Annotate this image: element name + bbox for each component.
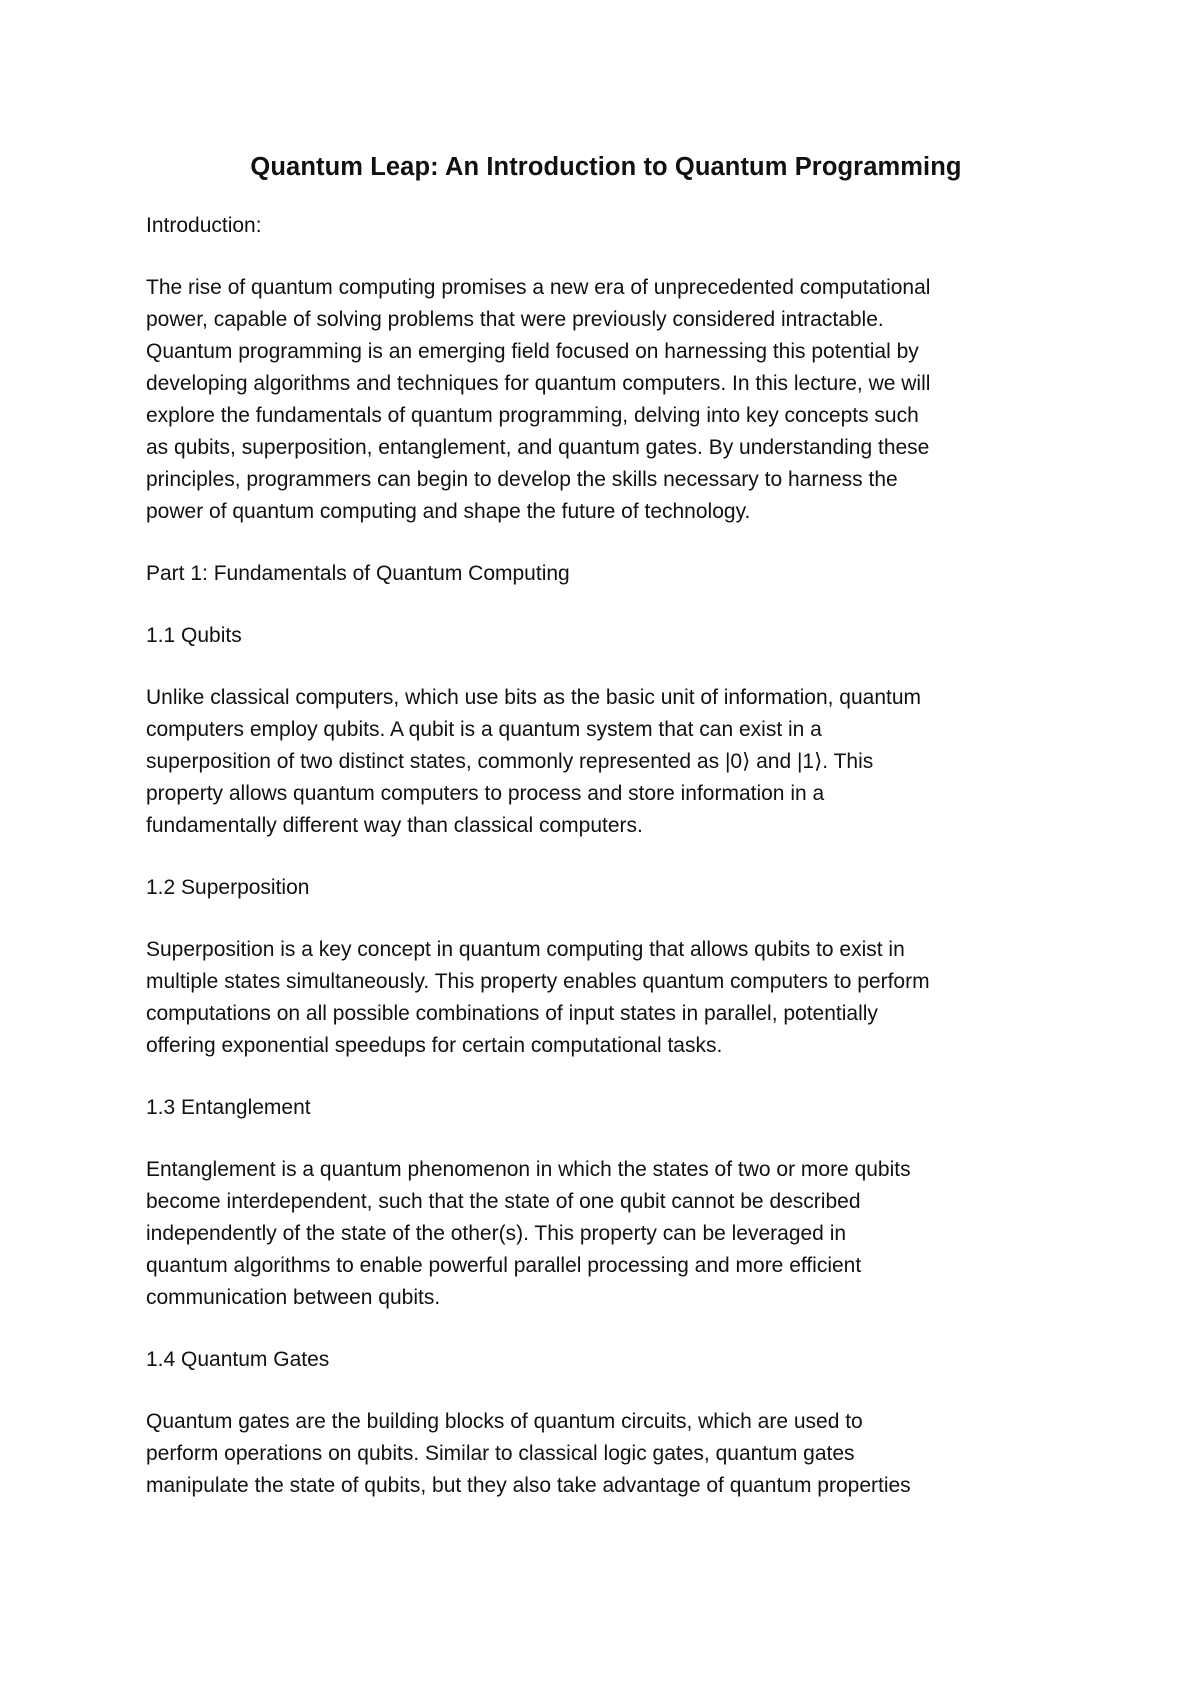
paragraph-line: manipulate the state of qubits, but they also take advantage of quantum properties xyxy=(146,1474,911,1497)
paragraph-line: become interdependent, such that the state of one qubit cannot be described xyxy=(146,1190,861,1213)
part1-heading: Part 1: Fundamentals of Quantum Computing xyxy=(146,562,570,585)
paragraph-line: multiple states simultaneously. This property enables quantum computers to perform xyxy=(146,970,930,993)
document-body xyxy=(146,150,1066,1532)
section-1-1-heading: 1.1 Qubits xyxy=(146,624,242,647)
paragraph-line: fundamentally different way than classical computers. xyxy=(146,814,643,837)
section-1-4-heading: 1.4 Quantum Gates xyxy=(146,1348,330,1371)
paragraph-line: Quantum gates are the building blocks of quantum circuits, which are used to xyxy=(146,1410,863,1433)
paragraph-line: Unlike classical computers, which use bits as the basic unit of information, quantum xyxy=(146,686,922,709)
paragraph-line: power, capable of solving problems that were previously considered intractable. xyxy=(146,308,884,331)
paragraph-line: quantum algorithms to enable powerful parallel processing and more efficient xyxy=(146,1254,862,1277)
paragraph-line: property allows quantum computers to process and store information in a xyxy=(146,782,825,805)
paragraph-line: developing algorithms and techniques for quantum computers. In this lecture, we will xyxy=(146,372,931,395)
section-1-1-paragraph xyxy=(146,682,1066,842)
intro-label: Introduction: xyxy=(146,214,262,237)
paragraph-line: offering exponential speedups for certain computational tasks. xyxy=(146,1034,723,1057)
paragraph-line: as qubits, superposition, entanglement, and quantum gates. By understanding these xyxy=(146,436,930,459)
section-1-2-paragraph xyxy=(146,934,1066,1062)
section-1-3-paragraph xyxy=(146,1154,1066,1314)
paragraph-line: communication between qubits. xyxy=(146,1286,441,1309)
paragraph-line: computers employ qubits. A qubit is a quantum system that can exist in a xyxy=(146,718,822,741)
document-title: Quantum Leap: An Introduction to Quantum Programming xyxy=(250,153,962,181)
intro-paragraph xyxy=(146,272,1066,528)
paragraph-line: power of quantum computing and shape the future of technology. xyxy=(146,500,751,523)
section-1-2-heading: 1.2 Superposition xyxy=(146,876,310,899)
paragraph-line: The rise of quantum computing promises a new era of unprecedented computational xyxy=(146,276,931,299)
paragraph-line: independently of the state of the other(s). This property can be leveraged in xyxy=(146,1222,847,1245)
paragraph-line: Quantum programming is an emerging field focused on harnessing this potential by xyxy=(146,340,919,363)
paragraph-line: Entanglement is a quantum phenomenon in which the states of two or more qubits xyxy=(146,1158,911,1181)
paragraph-line: principles, programmers can begin to develop the skills necessary to harness the xyxy=(146,468,898,491)
paragraph-line: superposition of two distinct states, commonly represented as |0⟩ and |1⟩. This xyxy=(146,750,874,773)
paragraph-line: computations on all possible combinations of input states in parallel, potentially xyxy=(146,1002,878,1025)
paragraph-line: explore the fundamentals of quantum programming, delving into key concepts such xyxy=(146,404,919,427)
section-1-3-heading: 1.3 Entanglement xyxy=(146,1096,311,1119)
section-1-4-paragraph xyxy=(146,1406,1066,1502)
paragraph-line: Superposition is a key concept in quantum computing that allows qubits to exist in xyxy=(146,938,905,961)
paragraph-line: perform operations on qubits. Similar to classical logic gates, quantum gates xyxy=(146,1442,855,1465)
